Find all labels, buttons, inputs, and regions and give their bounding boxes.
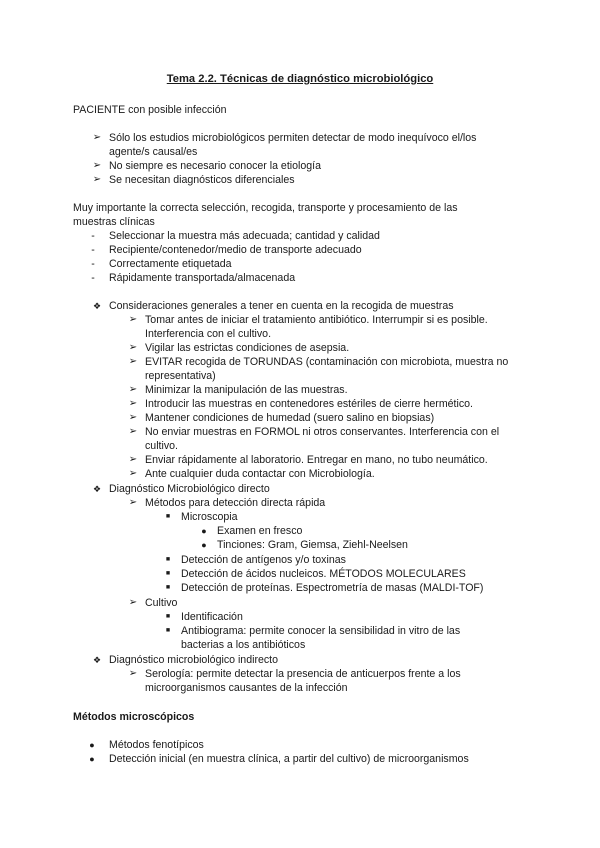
directo-heading: Diagnóstico Microbiológico directo (109, 483, 270, 495)
microscopia-label: Microscopia (181, 511, 238, 523)
muestras-item: Correctamente etiquetada (109, 258, 232, 270)
muestras-item: Rápidamente transportada/almacenada (109, 272, 296, 284)
square-bullet-icon: ■ (165, 513, 171, 520)
square-bullet-icon: ■ (165, 570, 171, 577)
metodos-item: Métodos fenotípicos (109, 739, 204, 751)
paciente-text: PACIENTE con posible infección (73, 104, 227, 116)
muestras-item: Seleccionar la muestra más adecuada; cantidad y calidad (109, 230, 380, 242)
arrow-bullet-icon: ➢ (128, 412, 138, 423)
consideracion-item: Vigilar las estrictas condiciones de asepsia. (145, 342, 350, 354)
cultivo-item: Antibiograma: permite conocer la sensibilidad in vitro de las bacterias a los antibióticos (181, 625, 461, 651)
deteccion-item: Detección de proteínas. Espectrometría de masas (MALDI-TOF) (181, 582, 484, 594)
arrow-bullet-icon: ➢ (92, 132, 102, 143)
dot-bullet-icon: ● (89, 754, 95, 764)
page-title: Tema 2.2. Técnicas de diagnóstico microbiológico (166, 73, 434, 85)
diamond-bullet-icon: ❖ (92, 301, 102, 311)
indirecto-heading: Diagnóstico microbiológico indirecto (109, 654, 278, 666)
dash-bullet-icon: - (91, 258, 95, 270)
square-bullet-icon: ■ (165, 627, 171, 634)
dash-bullet-icon: - (91, 244, 95, 256)
metodos-directos: Métodos para detección directa rápida (145, 497, 326, 509)
indirecto-item: Serología: permite detectar la presencia de anticuerpos frente a los microorganismos causantes de la infección (145, 668, 461, 694)
cultivo-label: Cultivo (145, 597, 178, 609)
consideracion-item: Mantener condiciones de humedad (suero salino en biopsias) (145, 412, 435, 424)
arrow-bullet-icon: ➢ (128, 468, 138, 479)
arrow-bullet-icon: ➢ (128, 342, 138, 353)
arrow-bullet-icon: ➢ (128, 384, 138, 395)
dash-bullet-icon: - (91, 272, 95, 284)
microscopia-item: Examen en fresco (217, 525, 303, 537)
arrow-bullet-icon: ➢ (128, 356, 138, 367)
dot-bullet-icon: ● (89, 740, 95, 750)
consideracion-item: Tomar antes de iniciar el tratamiento antibiótico. Interrumpir si es posible. Interferencia con el cultivo. (145, 314, 488, 340)
consideracion-item: EVITAR recogida de TORUNDAS (contaminación con microbiota, muestra no representativa) (145, 356, 509, 382)
intro-bullet: No siempre es necesario conocer la etiología (109, 160, 321, 172)
dot-bullet-icon: ● (201, 540, 207, 550)
deteccion-item: Detección de antígenos y/o toxinas (181, 554, 346, 566)
diamond-bullet-icon: ❖ (92, 484, 102, 494)
arrow-bullet-icon: ➢ (128, 597, 138, 608)
intro-bullet: Sólo los estudios microbiológicos permiten detectar de modo inequívoco el/los agente/s causal/es (109, 132, 477, 158)
arrow-bullet-icon: ➢ (92, 174, 102, 185)
cultivo-item: Identificación (181, 611, 243, 623)
square-bullet-icon: ■ (165, 613, 171, 620)
consideracion-item: Enviar rápidamente al laboratorio. Entregar en mano, no tubo neumático. (145, 454, 488, 466)
intro-bullet: Se necesitan diagnósticos diferenciales (109, 174, 295, 186)
arrow-bullet-icon: ➢ (128, 497, 138, 508)
arrow-bullet-icon: ➢ (128, 668, 138, 679)
microscopia-item: Tinciones: Gram, Giemsa, Ziehl-Neelsen (217, 539, 408, 551)
arrow-bullet-icon: ➢ (128, 314, 138, 325)
metodos-microscopicos-heading: Métodos microscópicos (73, 711, 195, 723)
diamond-bullet-icon: ❖ (92, 655, 102, 665)
arrow-bullet-icon: ➢ (128, 398, 138, 409)
arrow-bullet-icon: ➢ (92, 160, 102, 171)
consideracion-item: Ante cualquier duda contactar con Microbiología. (145, 468, 375, 480)
deteccion-item: Detección de ácidos nucleicos. MÉTODOS MOLECULARES (181, 568, 466, 580)
square-bullet-icon: ■ (165, 556, 171, 563)
arrow-bullet-icon: ➢ (128, 426, 138, 437)
consideraciones-heading: Consideraciones generales a tener en cuenta en la recogida de muestras (109, 300, 454, 312)
dot-bullet-icon: ● (201, 526, 207, 536)
square-bullet-icon: ■ (165, 584, 171, 591)
muestras-item: Recipiente/contenedor/medio de transporte adecuado (109, 244, 362, 256)
metodos-item: Detección inicial (en muestra clínica, a partir del cultivo) de microorganismos (109, 753, 469, 765)
consideracion-item: No enviar muestras en FORMOL ni otros conservantes. Interferencia con el cultivo. (145, 426, 500, 452)
consideracion-item: Introducir las muestras en contenedores estériles de cierre hermético. (145, 398, 473, 410)
arrow-bullet-icon: ➢ (128, 454, 138, 465)
muestras-intro: Muy importante la correcta selección, recogida, transporte y procesamiento de las muestras clínicas (73, 202, 458, 228)
consideracion-item: Minimizar la manipulación de las muestras. (145, 384, 348, 396)
dash-bullet-icon: - (91, 230, 95, 242)
